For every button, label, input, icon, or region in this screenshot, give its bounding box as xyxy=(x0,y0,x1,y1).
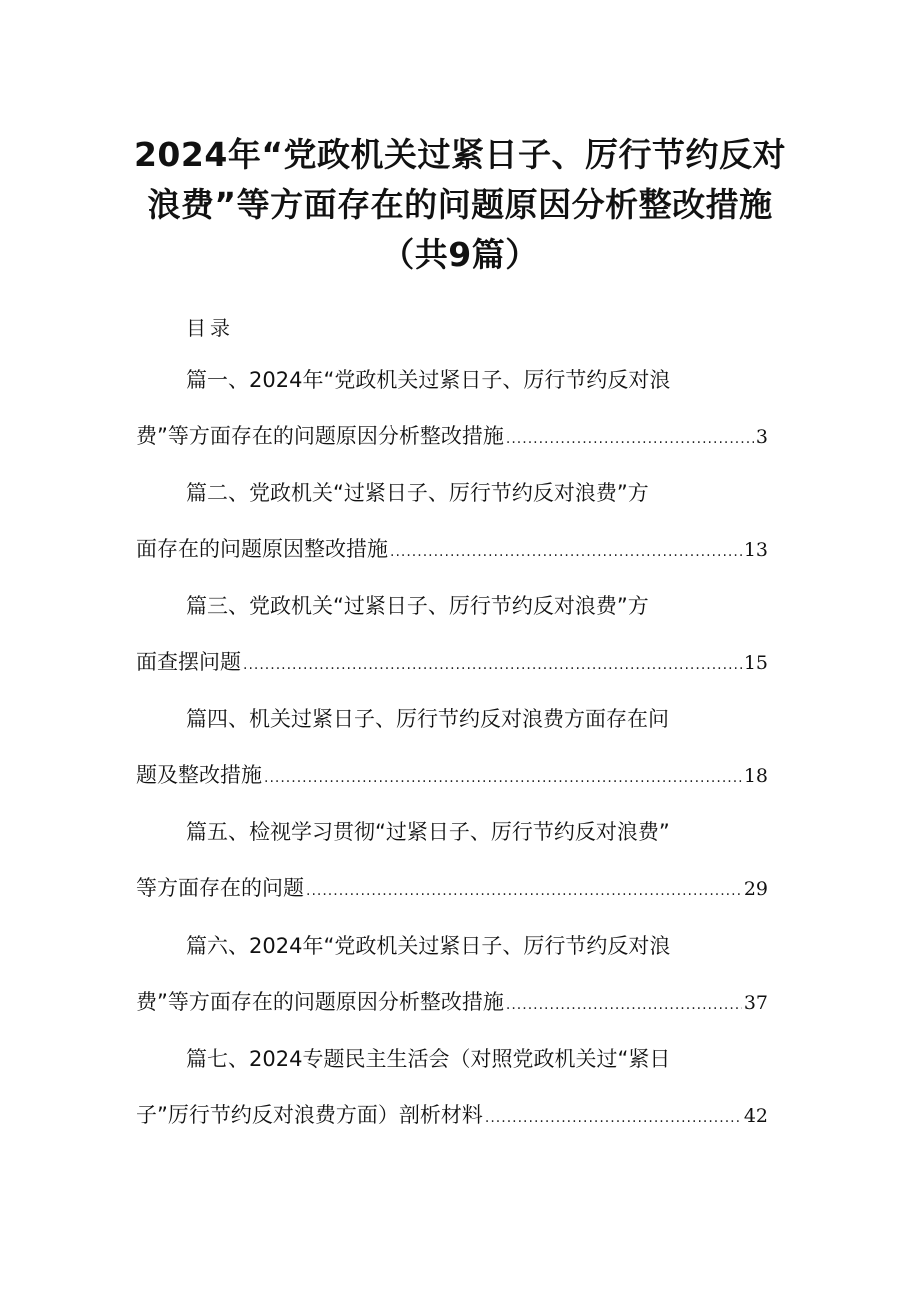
toc-page-number: 13 xyxy=(743,539,768,561)
toc-entry-title-line1: 篇一、2024年“党政机关过紧日子、厉行节约反对浪 xyxy=(186,368,671,392)
toc-entry-title-line2: 面查摆问题 xyxy=(136,650,241,674)
toc-entry-title-line2: 费”等方面存在的问题原因分析整改措施 xyxy=(136,424,504,448)
title-line-1: 2024年“党政机关过紧日子、厉行节约反对 xyxy=(133,135,787,174)
toc-entry-title-line2: 费”等方面存在的问题原因分析整改措施 xyxy=(136,990,504,1014)
toc-page-number: 37 xyxy=(743,992,768,1014)
toc-page-number: 18 xyxy=(743,765,768,787)
toc-entry-title-line1: 篇三、党政机关“过紧日子、厉行节约反对浪费”方 xyxy=(186,594,649,618)
toc-entry-title-line1: 篇六、2024年“党政机关过紧日子、厉行节约反对浪 xyxy=(186,934,671,958)
toc-dot-leader xyxy=(264,770,742,786)
toc-entry-title-line2: 题及整改措施 xyxy=(136,763,262,787)
toc-page-number: 29 xyxy=(743,878,768,900)
toc-dot-leader xyxy=(306,883,742,899)
toc-page-number: 15 xyxy=(743,652,768,674)
toc-dot-leader xyxy=(485,1110,742,1126)
toc-dot-leader xyxy=(506,431,754,447)
toc-entry-title-line1: 篇二、党政机关“过紧日子、厉行节约反对浪费”方 xyxy=(186,481,649,505)
toc-heading: 目录 xyxy=(186,316,234,340)
title-line-3: （共9篇） xyxy=(381,235,539,274)
toc-dot-leader xyxy=(506,997,742,1013)
toc-dot-leader xyxy=(390,544,742,560)
toc-entry-title-line1: 篇七、2024专题民主生活会（对照党政机关过“紧日 xyxy=(186,1047,671,1071)
title-line-2: 浪费”等方面存在的问题原因分析整改措施 xyxy=(147,185,773,224)
toc-entry-title-line2: 面存在的问题原因整改措施 xyxy=(136,537,388,561)
toc-entry-title-line2: 子”厉行节约反对浪费方面）剖析材料 xyxy=(136,1103,483,1127)
toc-entry-title-line1: 篇五、检视学习贯彻“过紧日子、厉行节约反对浪费” xyxy=(186,820,670,844)
toc-entry-title-line2: 等方面存在的问题 xyxy=(136,876,304,900)
toc-dot-leader xyxy=(243,657,742,673)
document-title xyxy=(120,130,800,280)
toc-page-number: 42 xyxy=(743,1105,768,1127)
toc-entry-title-line1: 篇四、机关过紧日子、厉行节约反对浪费方面存在问 xyxy=(186,707,669,731)
toc-page-number: 3 xyxy=(755,426,768,448)
